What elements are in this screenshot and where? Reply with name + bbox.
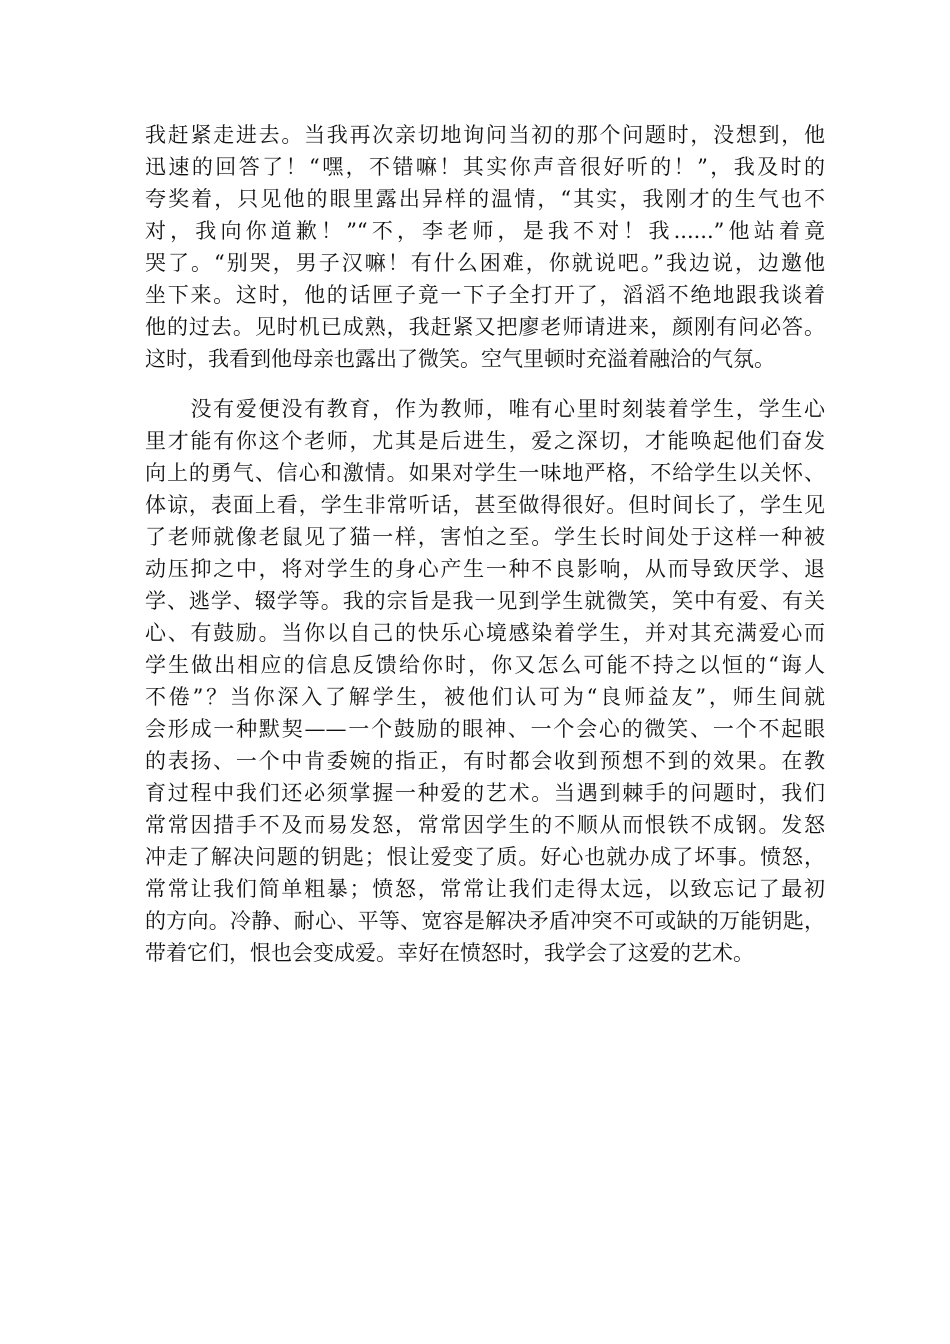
text-line: 了老师就像老鼠见了猫一样，害怕之至。学生长时间处于这样一种被 xyxy=(145,525,825,549)
text-line: 常常让我们简单粗暴；愤怒，常常让我们走得太远，以致忘记了最初 xyxy=(145,877,825,901)
text-line: 的方向。冷静、耐心、平等、宽容是解决矛盾冲突不可或缺的万能钥匙， xyxy=(145,909,825,933)
text-line: 对，我向你道歉！”“不，李老师，是我不对！我......”他站着竟 xyxy=(145,219,825,243)
document-body xyxy=(145,119,825,969)
text-line: 夸奖着，只见他的眼里露出异样的温情，“其实，我刚才的生气也不 xyxy=(145,187,825,211)
text-line: 里才能有你这个老师，尤其是后进生，爱之深切，才能唤起他们奋发 xyxy=(145,429,825,453)
text-line: 的表扬、一个中肯委婉的指正，有时都会收到预想不到的效果。在教 xyxy=(145,749,825,773)
paragraph-2 xyxy=(145,393,825,969)
text-line: 带着它们，恨也会变成爱。幸好在愤怒时，我学会了这爱的艺术。 xyxy=(145,941,754,965)
text-line: 育过程中我们还必须掌握一种爱的艺术。当遇到棘手的问题时，我们 xyxy=(145,781,825,805)
text-line: 冲走了解决问题的钥匙；恨让爱变了质。好心也就办成了坏事。愤怒， xyxy=(145,845,825,869)
text-line: 常常因措手不及而易发怒，常常因学生的不顺从而恨铁不成钢。发怒 xyxy=(145,813,825,837)
paragraph-spacer xyxy=(145,375,825,393)
text-line: 向上的勇气、信心和激情。如果对学生一味地严格，不给学生以关怀、 xyxy=(145,461,825,485)
text-line: 体谅，表面上看，学生非常听话，甚至做得很好。但时间长了，学生见 xyxy=(145,493,825,517)
text-line: 学、逃学、辍学等。我的宗旨是我一见到学生就微笑，笑中有爱、有关 xyxy=(145,589,825,613)
text-line: 不倦”？当你深入了解学生，被他们认可为“良师益友”，师生间就 xyxy=(145,685,825,709)
text-line: 迅速的回答了！“嘿，不错嘛！其实你声音很好听的！”，我及时的 xyxy=(145,155,825,179)
text-line: 动压抑之中，将对学生的身心产生一种不良影响，从而导致厌学、退 xyxy=(145,557,825,581)
text-line: 坐下来。这时，他的话匣子竟一下子全打开了，滔滔不绝地跟我谈着 xyxy=(145,283,825,307)
text-line: 这时，我看到他母亲也露出了微笑。空气里顿时充溢着融洽的气氛。 xyxy=(145,347,775,371)
text-line: 没有爱便没有教育，作为教师，唯有心里时刻装着学生，学生心 xyxy=(145,397,825,421)
text-line: 哭了。“别哭，男子汉嘛！有什么困难，你就说吧。”我边说，边邀他 xyxy=(145,251,825,275)
text-line: 心、有鼓励。当你以自己的快乐心境感染着学生，并对其充满爱心而 xyxy=(145,621,825,645)
text-line: 我赶紧走进去。当我再次亲切地询问当初的那个问题时，没想到，他 xyxy=(145,123,825,147)
paragraph-1 xyxy=(145,119,825,375)
text-line: 他的过去。见时机已成熟，我赶紧又把廖老师请进来，颜刚有问必答。 xyxy=(145,315,825,339)
text-line: 学生做出相应的信息反馈给你时，你又怎么可能不持之以恒的“诲人 xyxy=(145,653,825,677)
text-line: 会形成一种默契——一个鼓励的眼神、一个会心的微笑、一个不起眼 xyxy=(145,717,825,741)
